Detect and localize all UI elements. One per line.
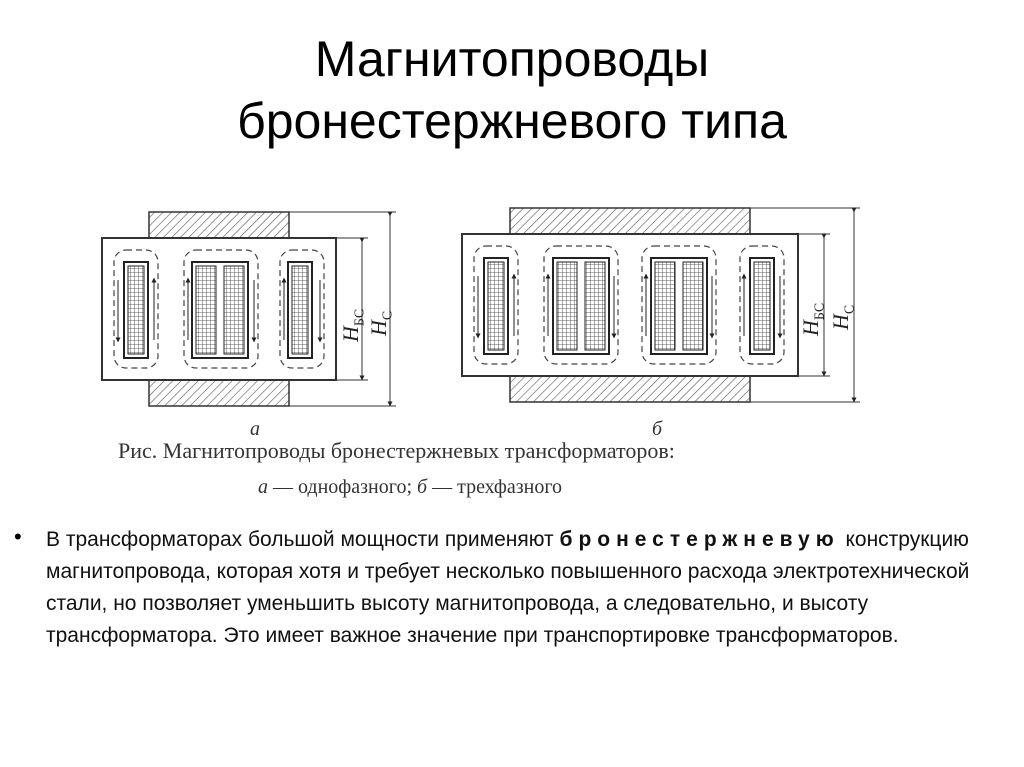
dim-sub-bs: БС <box>352 308 368 327</box>
dim-sub-c: С <box>842 304 858 315</box>
figure-caption <box>118 438 675 464</box>
dim-h-letter: H <box>798 320 823 336</box>
bullet-marker: • <box>14 524 22 549</box>
transformer-figure <box>90 200 870 510</box>
dim-sub-bs: БС <box>812 302 828 321</box>
dim-sub-c: С <box>380 310 396 321</box>
dim-h-letter: H <box>366 320 391 336</box>
dim-label-hc-b <box>828 305 858 330</box>
figure-subcaption <box>258 476 562 499</box>
paragraph-text-end: конструкцию магнитопровода, которая хотя и требует несколько повышенного расхода электротехнической стали, но позволяет уменьшить высоту магнитопровода, а следовательно, и высоту трансформатора. Это имеет важное значение при транспортировке трансформаторов. <box>46 528 970 647</box>
subcaption-b-text: — трехфазного <box>432 476 563 498</box>
figure-label-b: б <box>652 418 663 440</box>
dim-h-letter: H <box>828 314 853 330</box>
caption-prefix: Рис. <box>118 438 158 463</box>
subcaption-a-text: — однофазного; <box>273 476 413 498</box>
bullet-paragraph <box>46 524 1014 652</box>
caption-title: Магнитопроводы бронестержневых трансформаторов: <box>162 438 675 463</box>
dim-h-letter: H <box>338 326 363 342</box>
title-line-1: Магнитопроводы <box>314 31 710 87</box>
subcaption-a-letter: а <box>258 476 268 498</box>
figure-label-a: а <box>250 418 260 440</box>
dim-label-hc-a <box>366 311 396 336</box>
paragraph-text-start: В трансформаторах большой мощности применяют <box>46 528 560 551</box>
dim-label-hbs-b <box>798 303 828 336</box>
dim-label-hbs-a <box>338 309 368 342</box>
title-line-2: бронестержневого типа <box>237 93 787 149</box>
paragraph-emphasis: бронестержневую <box>559 528 840 551</box>
slide-title <box>0 28 1024 152</box>
subcaption-b-letter: б <box>417 476 428 498</box>
